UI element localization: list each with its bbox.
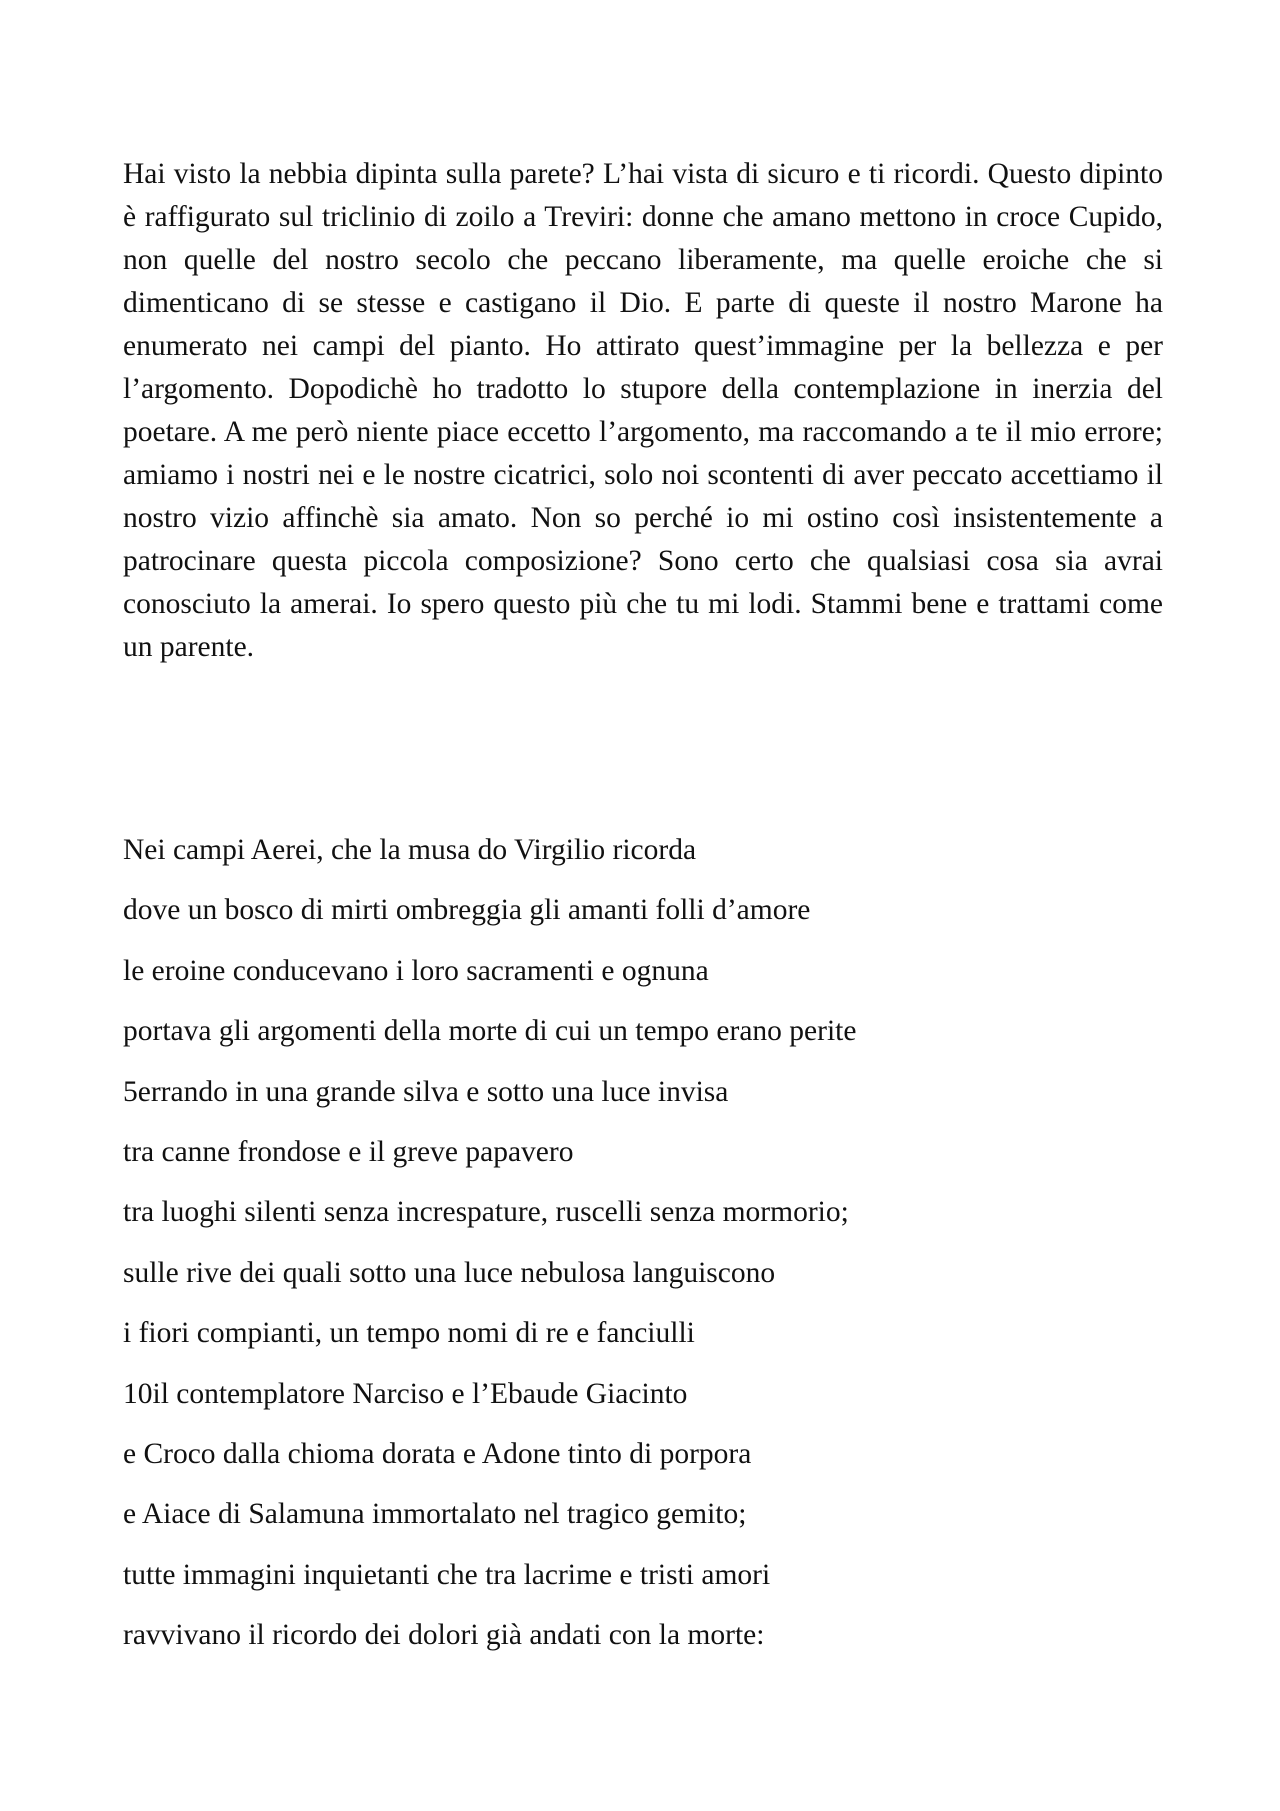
- poem: [123, 830, 1163, 1675]
- poem-line: e Croco dalla chioma dorata e Adone tinto di porpora: [123, 1437, 752, 1470]
- poem-line: tra canne frondose e il greve papavero: [123, 1135, 574, 1168]
- poem-line: tutte immagini inquietanti che tra lacrime e tristi amori: [123, 1558, 771, 1591]
- poem-line: tra luoghi silenti senza increspature, ruscelli senza mormorio;: [123, 1196, 849, 1229]
- poem-line: e Aiace di Salamuna immortalato nel tragico gemito;: [123, 1498, 747, 1531]
- poem-line: i fiori compianti, un tempo nomi di re e fanciulli: [123, 1317, 695, 1350]
- poem-line: ravvivano il ricordo dei dolori già andati con la morte:: [123, 1619, 765, 1652]
- poem-line: dove un bosco di mirti ombreggia gli amanti folli d’amore: [123, 894, 811, 927]
- poem-line: sulle rive dei quali sotto una luce nebulosa languiscono: [123, 1256, 776, 1289]
- poem-line: le eroine conducevano i loro sacramenti e ognuna: [123, 954, 709, 987]
- prose-paragraph: Hai visto la nebbia dipinta sulla parete? L’hai vista di sicuro e ti ricordi. Questo dipinto è raffigurato sul triclinio di zoilo a Treviri: donne che amano mettono in croce Cupido, non quelle del nostro secolo che peccano liberamente, ma quelle eroiche che si dimenticano di se stesse e castigano il Dio. E parte di queste il nostro Marone ha enumerato nei campi del pianto. Ho attirato quest’immagine per la bellezza e per l’argomento. Dopodichè ho tradotto lo stupore della contemplazione in inerzia del poetare. A me però niente piace eccetto l’argomento, ma raccomando a te il mio errore; amiamo i nostri nei e le nostre cicatrici, solo noi scontenti di aver peccato accettiamo il nostro vizio affinchè sia amato. Non so perché io mi ostino così insistentemente a patrocinare questa piccola composizione? Sono certo che qualsiasi cosa sia avrai conosciuto la amerai. Io spero questo più che tu mi lodi. Stammi bene e trattami come un parente.: [123, 158, 1163, 663]
- poem-line: 5errando in una grande silva e sotto una luce invisa: [123, 1075, 729, 1108]
- poem-line: Nei campi Aerei, che la musa do Virgilio ricorda: [123, 834, 697, 866]
- poem-line: 10il contemplatore Narciso e l’Ebaude Giacinto: [123, 1377, 688, 1410]
- poem-line: portava gli argomenti della morte di cui un tempo erano perite: [123, 1015, 857, 1048]
